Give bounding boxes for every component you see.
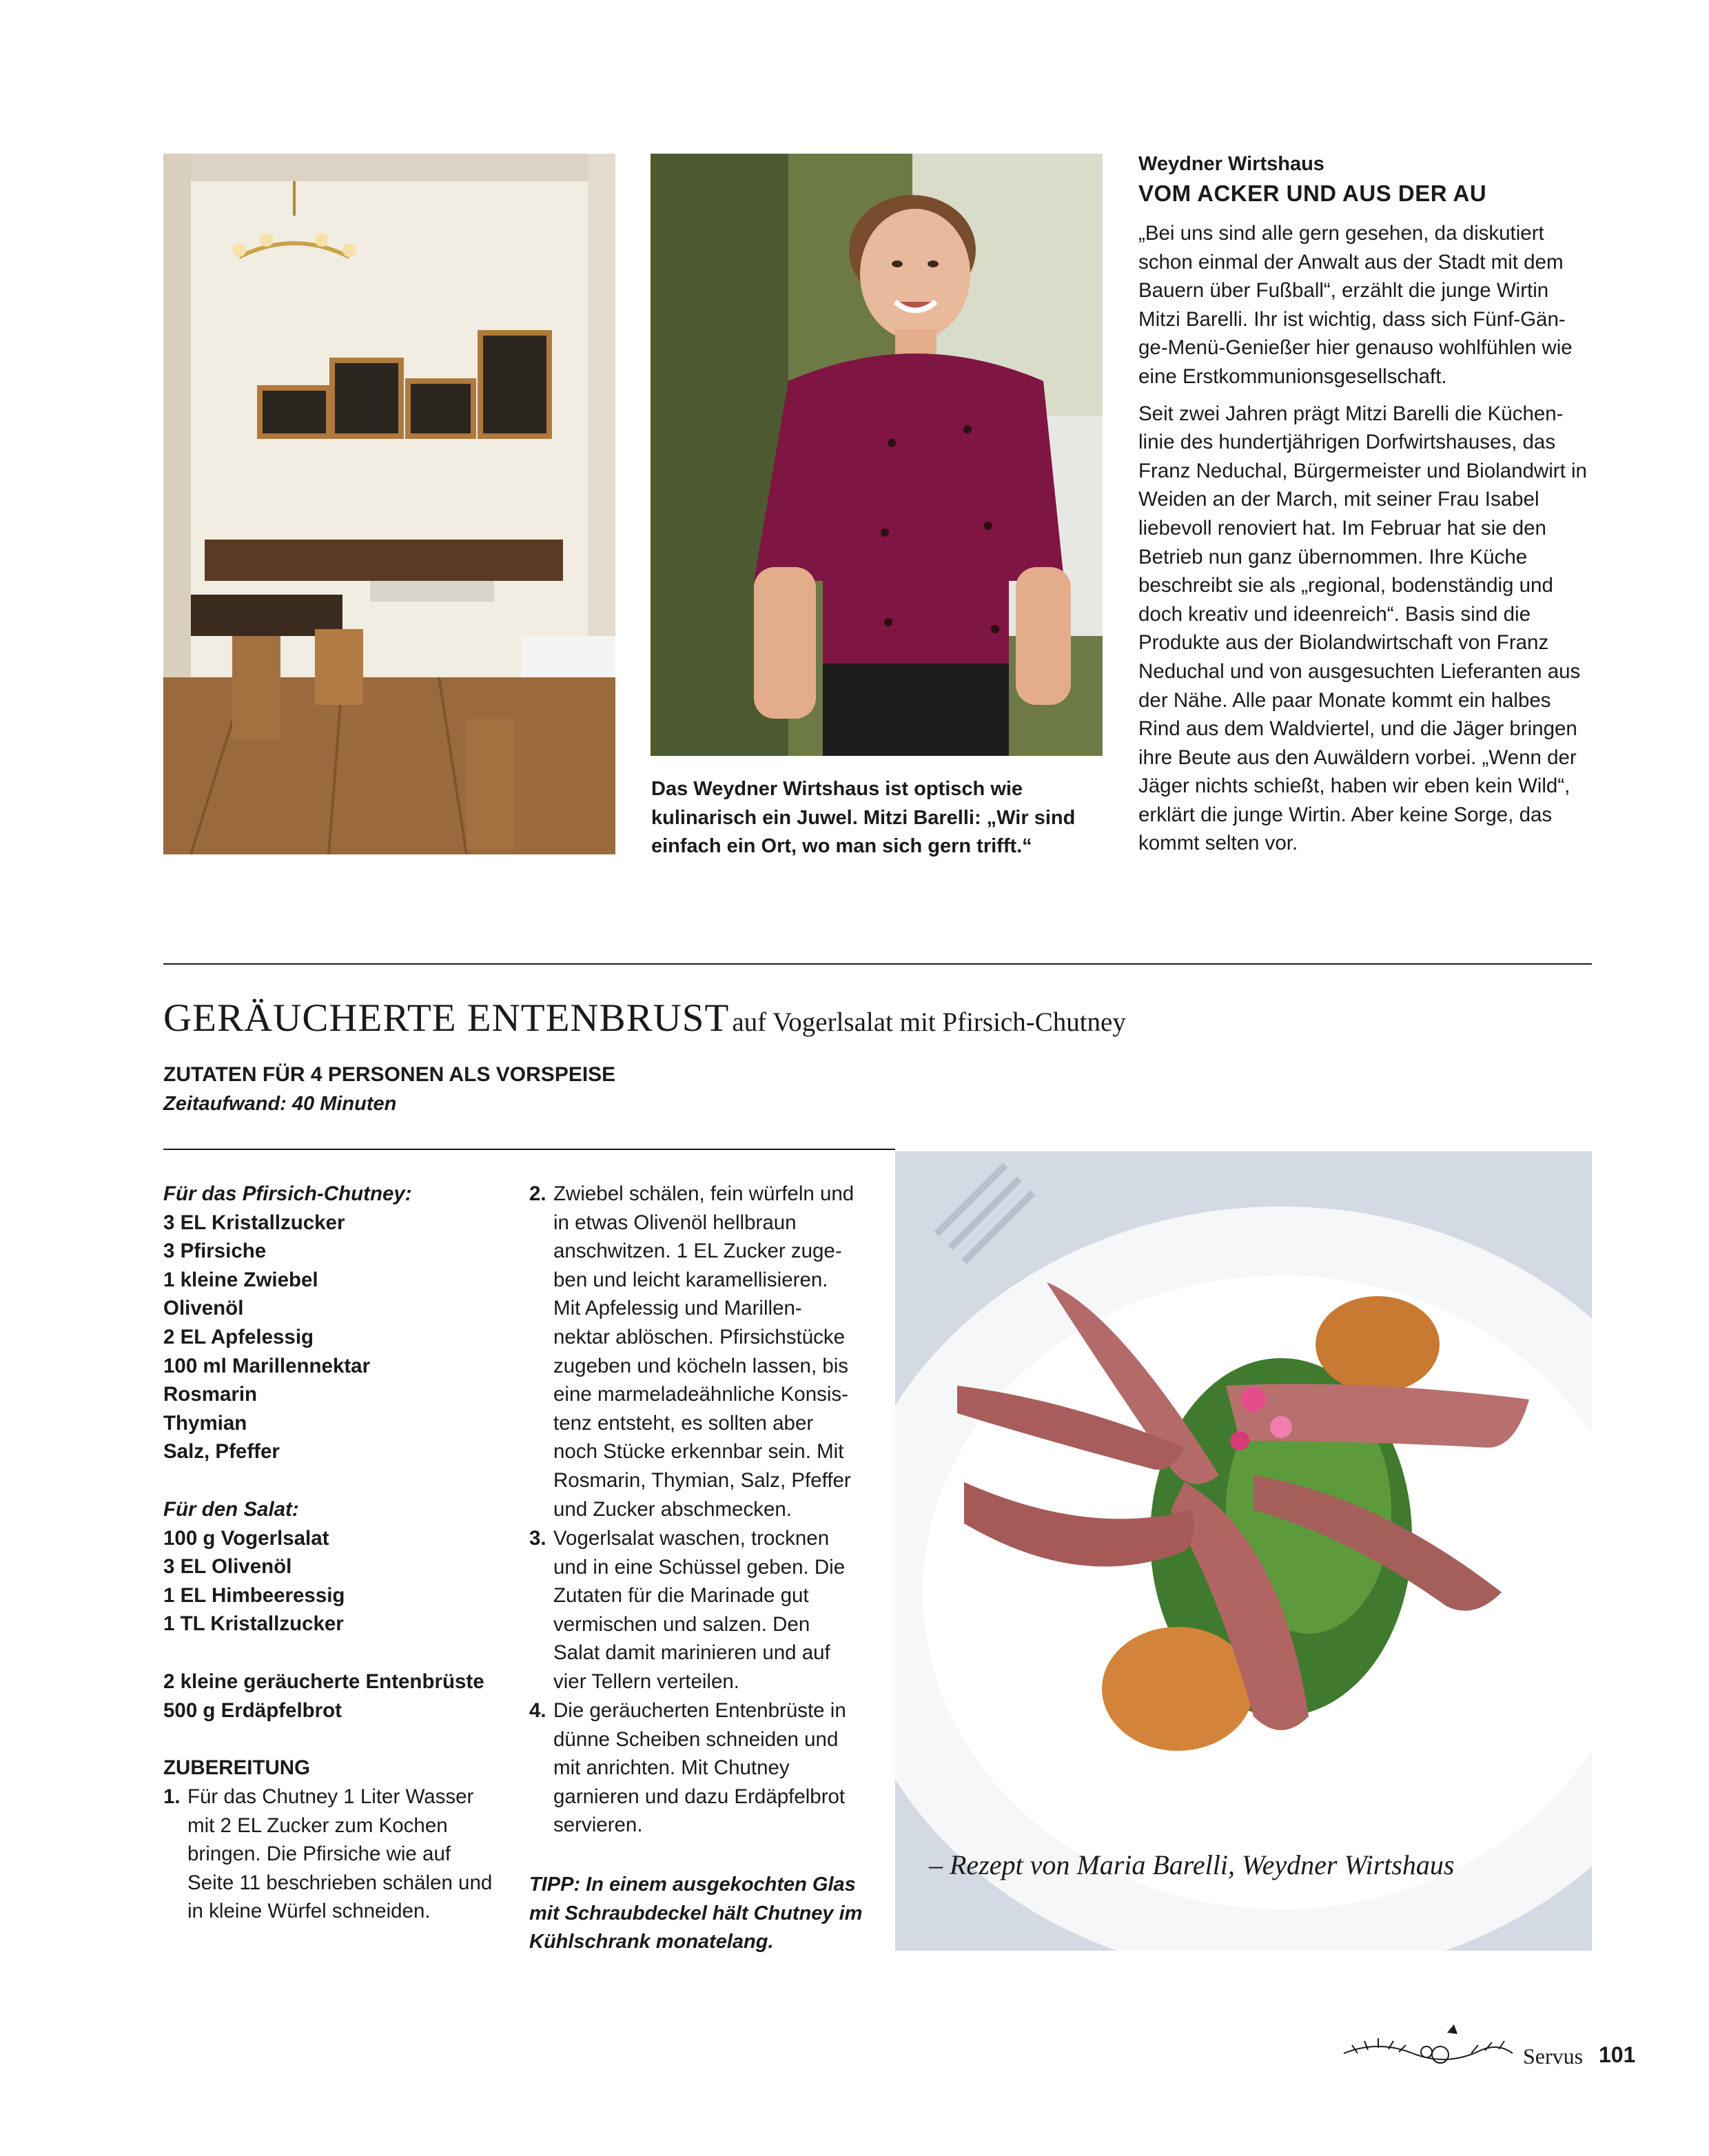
step-number: 4. [529,1699,546,1722]
section-divider [163,963,1592,965]
ingredient-item: 3 EL Olivenöl [163,1555,292,1579]
recipe-credit: – Rezept von Maria Barelli, Weydner Wirtshaus [929,1849,1455,1880]
recipe-time: Zeitaufwand: 40 Minuten [163,1093,397,1115]
photo-caption: Das Weydner Wirtshaus ist optisch wie kulinarisch ein Juwel. Mitzi Barelli: „Wir sind einfach ein Ort, wo man sich gern trifft.“ [651,778,1076,857]
restaurant-interior-illustration [163,154,615,854]
dish-illustration [895,1151,1592,1951]
ingredient-item: 100 g Vogerlsalat [163,1526,329,1550]
salad-ingredients [163,1495,508,1639]
duck-breast-dish-photo [895,1151,1592,1951]
method-section [163,1754,508,1783]
step-number: 3. [529,1527,546,1550]
ingredient-item: Rosmarin [163,1383,258,1406]
ingredient-item: 2 kleine geräucherte Entenbrüste [163,1670,484,1693]
step-text: Vogerlsalat waschen, trocknen und in eine Schüssel geben. Die Zutaten für die Marinade gut vermischen und salzen. Den Salat damit marinieren und auf vier Tellern verteilen. [553,1527,846,1693]
step-text: Zwiebel schälen, fein würfeln und in etwas Olivenöl hellbraun anschwitzen. 1 EL Zucker zuge-ben und leicht karamellisieren. Mit Apfelessig und Marillen-nektar ablöschen. Pfirsichstücke zugeben und köcheln lassen, bis eine marmeladeähnliche Konsis-tenz entsteht, es sollten aber noch Stücke erkennbar sein. Mit Rosmarin, Thymian, Salz, Pfeffer und Zucker abschmecken. [553,1182,854,1521]
salad-heading: Für den Salat: [163,1498,299,1521]
chef-portrait-illustration [651,154,1103,756]
ingredient-item: 1 EL Himbeeressig [163,1583,345,1607]
ingredient-item: 3 Pfirsiche [163,1240,267,1263]
ingredient-item: 1 kleine Zwiebel [163,1268,318,1291]
recipe-title [163,996,1126,1040]
step-number: 2. [529,1182,546,1205]
recipe-step [529,1180,867,1524]
article-body [1138,219,1593,866]
article-paragraph: Seit zwei Jahren prägt Mitzi Barelli die Küchen-linie des hundertjährigen Dorfwirtshauses, das Franz Neduchal, Bürgermeister und Biolandwirt in Weiden an der March, mit seiner Frau Isabel liebevoll renoviert hat. Im Februar hat sie den Betrieb nun ganz übernommen. Ihre Küche beschreibt sie als „regional, bodenständig und doch kreativ und ideenreich“. Basis sind die Produkte aus der Biolandwirtschaft von Franz Neduchal und von ausgesuchten Lieferanten aus der Nähe. Alle paar Monate kommt ein halbes Rind aus dem Waldviertel, und die Jäger bringen ihre Beute aus den Auwäldern vorbei. „Wenn der Jäger nichts schießt, haben wir eben kein Wild“, erklärt die junge Wirtin. Aber keine Sorge, das kommt selten vor. [1138,402,1587,855]
recipe-title-sub: auf Vogerlsalat mit Pfirsich-Chutney [732,1007,1126,1037]
article-headline: VOM ACKER UND AUS DER AU [1138,181,1487,206]
article-kicker: Weydner Wirtshaus [1138,153,1324,175]
step-number: 1. [163,1785,181,1808]
other-ingredients [163,1667,508,1725]
recipe-servings: ZUTATEN FÜR 4 PERSONEN ALS VORSPEISE [163,1063,616,1086]
recipe-step [163,1783,494,1923]
page-number: 101 [1599,2042,1636,2067]
method-heading: ZUBEREITUNG [163,1756,311,1779]
ingredient-item: 1 TL Kristallzucker [163,1612,344,1636]
chef-portrait-photo [651,154,1103,756]
recipe-step [529,1696,867,1841]
chutney-ingredients [163,1180,508,1466]
chutney-heading: Für das Pfirsich-Chutney: [163,1182,412,1205]
floral-ornament-icon [1337,2019,1516,2077]
ingredient-item: Salz, Pfeffer [163,1440,280,1464]
ingredient-item: 3 EL Kristallzucker [163,1211,345,1234]
step-text: Die geräucherten Entenbrüste in dünne Scheiben schneiden und mit anrichten. Mit Chutney garnieren und dazu Erdäpfelbrot servieren. [553,1699,846,1837]
ingredient-item: Thymian [163,1411,247,1435]
ingredient-item: 500 g Erdäpfelbrot [163,1698,342,1722]
ingredient-item: 100 ml Marillennektar [163,1354,371,1377]
ingredient-item: 2 EL Apfelessig [163,1325,314,1348]
ingredient-item: Olivenöl [163,1297,244,1320]
step-text: Für das Chutney 1 Liter Wasser mit 2 EL Zucker zum Kochen bringen. Die Pfirsiche wie auf Seite 11 beschrieben schälen und in kleine Würfel schneiden. [187,1785,493,1923]
ingredients-divider [163,1149,895,1150]
magazine-brand: Servus [1523,2044,1584,2068]
recipe-step [529,1524,867,1696]
article-paragraph: „Bei uns sind alle gern gesehen, da diskutiert schon einmal der Anwalt aus der Stadt mit dem Bauern über Fußball“, erzählt die junge Wirtin Mitzi Barelli. Ihr ist wichtig, dass sich Fünf-Gän-ge-Menü-Genießer hier genauso wohlfühlen wie eine Erstkommunionsgesellschaft. [1138,222,1573,388]
recipe-tip: TIPP: In einem ausgekochten Glas mit Schraubdeckel hält Chutney im Kühlschrank monatelang. [529,1873,863,1953]
recipe-title-main: GERÄUCHERTE ENTENBRUST [163,996,730,1040]
restaurant-interior-photo [163,154,615,854]
